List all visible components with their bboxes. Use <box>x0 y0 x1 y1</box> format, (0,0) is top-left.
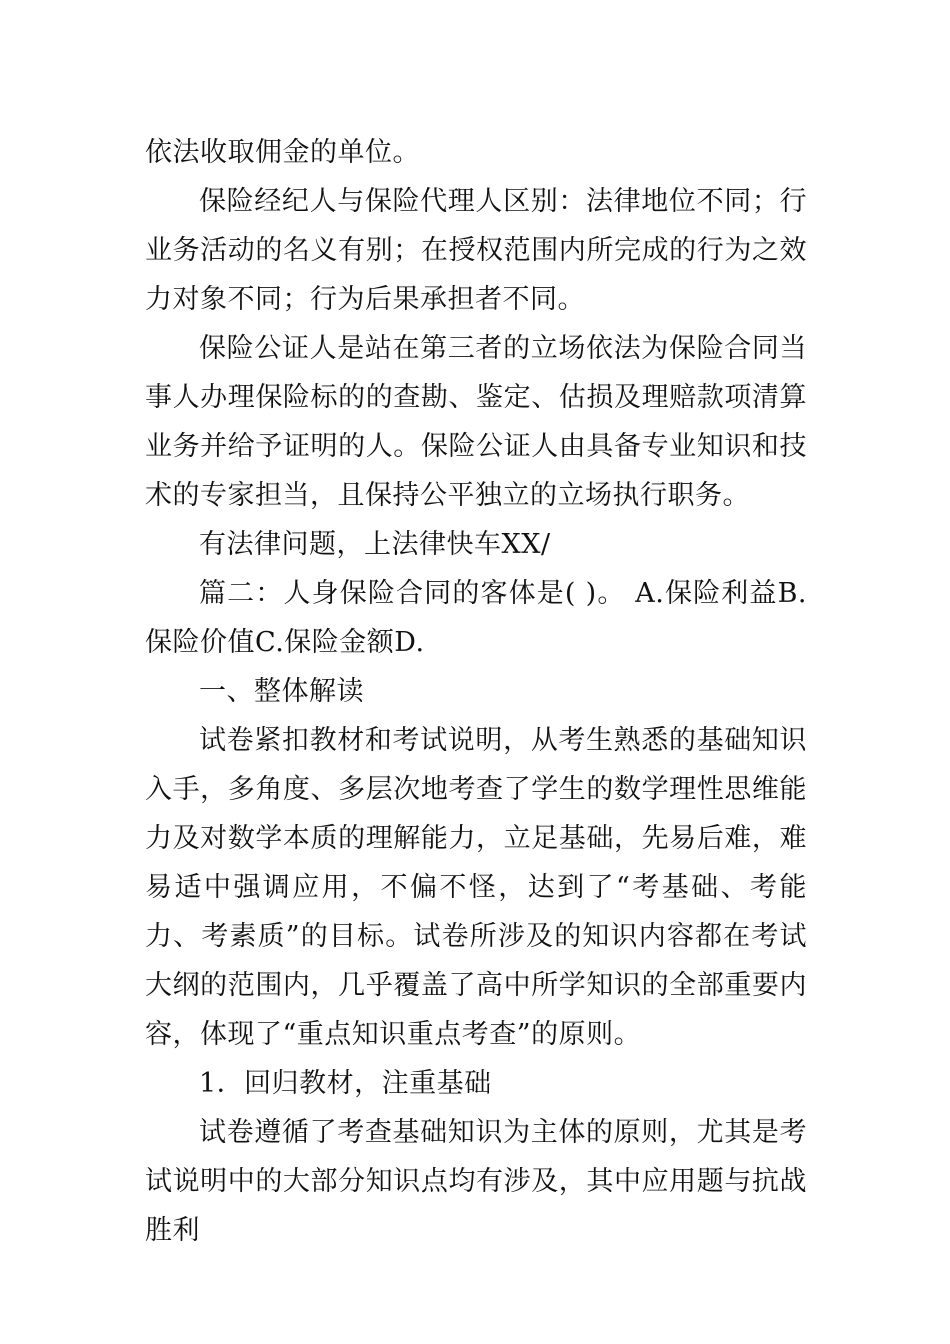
document-body <box>145 128 807 1255</box>
paragraph-section-two-question: 篇二：人身保险合同的客体是( )。 A.保险利益B.保险价值C.保险金额D. <box>145 578 807 658</box>
paragraph-exam-overview: 试卷紧扣教材和考试说明，从考生熟悉的基础知识入手，多角度、多层次地考查了学生的数学理性思维能力及对数学本质的理解能力，立足基础，先易后难，难易适中强调应用，不偏不怪，达到了“考基础、考能力、考素质”的目标。试卷所涉及的知识内容都在考试大纲的范围内，几乎覆盖了高中所学知识的全部重要内容，体现了“重点知识重点考查”的原则。 <box>145 725 807 1050</box>
paragraph-legal-promo: 有法律问题，上法律快车XX/ <box>199 529 551 560</box>
paragraph-broker-vs-agent: 保险经纪人与保险代理人区别：法律地位不同；行业务活动的名义有别；在授权范围内所完成的行为之效力对象不同；行为后果承担者不同。 <box>145 186 807 315</box>
paragraph-continuation: 依法收取佣金的单位。 <box>145 137 420 168</box>
paragraph-insurance-notary: 保险公证人是站在第三者的立场依法为保险合同当事人办理保险标的的查勘、鉴定、估损及理赔款项清算业务并给予证明的人。保险公证人由具备专业知识和技术的专家担当，且保持公平独立的立场执行职务。 <box>145 333 807 511</box>
paragraph-basic-knowledge: 试卷遵循了考查基础知识为主体的原则，尤其是考试说明中的大部分知识点均有涉及，其中应用题与抗战胜利 <box>145 1117 807 1246</box>
heading-return-to-textbook: 1．回归教材，注重基础 <box>199 1068 492 1099</box>
heading-overall-reading: 一、整体解读 <box>199 676 364 707</box>
